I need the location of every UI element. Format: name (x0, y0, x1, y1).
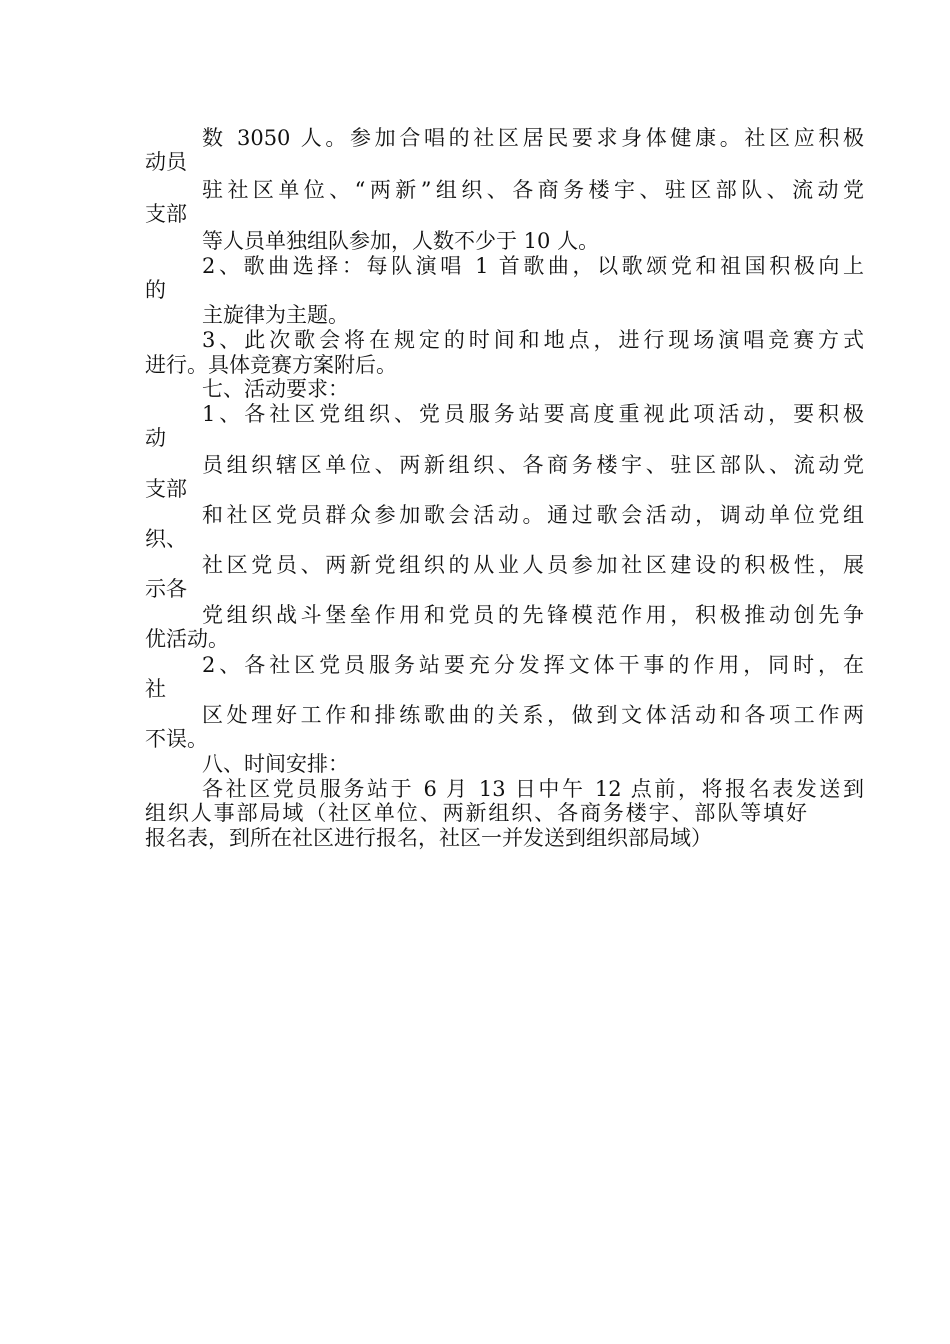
text-line: 社区党员、两新党组织的从业人员参加社区建设的积极性，展 (202, 553, 864, 577)
text-line: 动 (145, 426, 166, 450)
text-line: 支部 (145, 477, 187, 501)
text-line: 社 (145, 677, 166, 701)
text-line: 进行。具体竞赛方案附后。 (145, 353, 397, 377)
section-heading: 七、活动要求： (202, 377, 349, 401)
text-line: 优活动。 (145, 627, 229, 651)
text-line: 组织人事部局域（社区单位、两新组织、各商务楼宇、部队等填好 (145, 801, 807, 825)
text-line: 示各 (145, 577, 187, 601)
text-line: 报名表，到所在社区进行报名，社区一并发送到组织部局域） (145, 826, 712, 850)
text-line: 2、歌曲选择：每队演唱 1 首歌曲，以歌颂党和祖国积极向上 (202, 254, 864, 278)
text-line: 的 (145, 278, 166, 302)
text-line: 和社区党员群众参加歌会活动。通过歌会活动，调动单位党组 (202, 503, 864, 527)
text-line: 数 3050 人。参加合唱的社区居民要求身体健康。社区应积极 (202, 126, 864, 150)
text-line: 3、此次歌会将在规定的时间和地点，进行现场演唱竞赛方式 (202, 328, 864, 352)
text-line: 等人员单独组队参加，人数不少于 10 人。 (202, 229, 600, 253)
text-line: 党组织战斗堡垒作用和党员的先锋模范作用，积极推动创先争 (202, 603, 864, 627)
text-line: 支部 (145, 202, 187, 226)
text-line: 驻社区单位、“两新”组织、各商务楼宇、驻区部队、流动党 (202, 178, 864, 202)
text-line: 动员 (145, 150, 187, 174)
text-line: 2、各社区党员服务站要充分发挥文体干事的作用，同时，在 (202, 653, 864, 677)
text-line: 主旋律为主题。 (202, 303, 349, 327)
text-line: 1、各社区党组织、党员服务站要高度重视此项活动，要积极 (202, 402, 864, 426)
text-line: 织、 (145, 527, 187, 551)
text-line: 员组织辖区单位、两新组织、各商务楼宇、驻区部队、流动党 (202, 453, 864, 477)
text-line: 不误。 (145, 727, 208, 751)
section-heading: 八、时间安排： (202, 752, 349, 776)
text-line: 各社区党员服务站于 6 月 13 日中午 12 点前，将报名表发送到 (202, 777, 864, 801)
text-line: 区处理好工作和排练歌曲的关系，做到文体活动和各项工作两 (202, 703, 864, 727)
